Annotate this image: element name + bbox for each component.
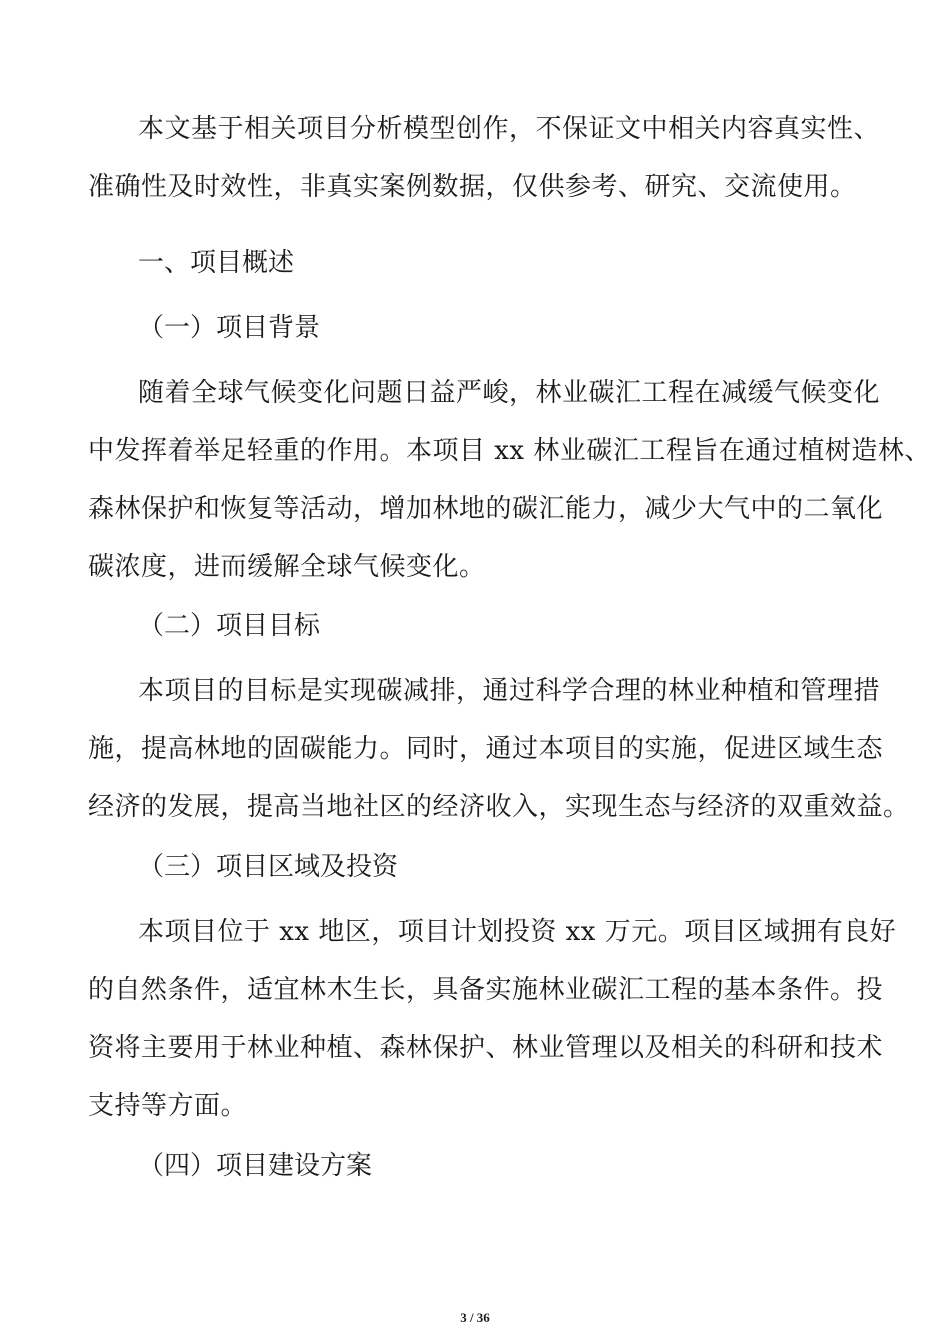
- text-line: 经济的发展，提高当地社区的经济收入，实现生态与经济的双重效益。: [88, 792, 910, 822]
- text-line: 本文基于相关项目分析模型创作，不保证文中相关内容真实性、: [138, 114, 881, 144]
- text-line: 本项目的目标是实现碳减排，通过科学合理的林业种植和管理措: [138, 676, 881, 706]
- text-line: 施，提高林地的固碳能力。同时，通过本项目的实施，促进区域生态: [88, 734, 884, 764]
- region-investment-paragraph: [88, 903, 897, 1135]
- subsection-title-construction-plan: （四）项目建设方案: [138, 1151, 373, 1181]
- section-title: 一、项目概述: [138, 248, 295, 278]
- text-line: 的自然条件，适宜林木生长，具备实施林业碳汇工程的基本条件。投: [88, 975, 884, 1005]
- text-line: 中发挥着举足轻重的作用。本项目 xx 林业碳汇工程旨在通过植树造林、: [88, 436, 931, 466]
- background-paragraph: [88, 364, 931, 596]
- subsection-title-goals: （二）项目目标: [138, 611, 321, 641]
- text-line: 碳浓度，进而缓解全球气候变化。: [88, 552, 486, 582]
- subsection-title-background: （一）项目背景: [138, 313, 321, 343]
- text-line: 本项目位于 xx 地区，项目计划投资 xx 万元。项目区域拥有良好: [138, 917, 897, 947]
- disclaimer-paragraph: [88, 100, 881, 216]
- text-line: 资将主要用于林业种植、森林保护、林业管理以及相关的科研和技术: [88, 1033, 884, 1063]
- page-number: 3 / 36: [460, 1310, 490, 1325]
- goals-paragraph: [88, 662, 910, 836]
- text-line: 森林保护和恢复等活动，增加林地的碳汇能力，减少大气中的二氧化: [88, 494, 884, 524]
- subsection-title-region-investment: （三）项目区域及投资: [138, 852, 399, 882]
- text-line: 随着全球气候变化问题日益严峻，林业碳汇工程在减缓气候变化: [138, 378, 881, 408]
- text-line: 支持等方面。: [88, 1091, 248, 1121]
- text-line: 准确性及时效性，非真实案例数据，仅供参考、研究、交流使用。: [88, 172, 857, 202]
